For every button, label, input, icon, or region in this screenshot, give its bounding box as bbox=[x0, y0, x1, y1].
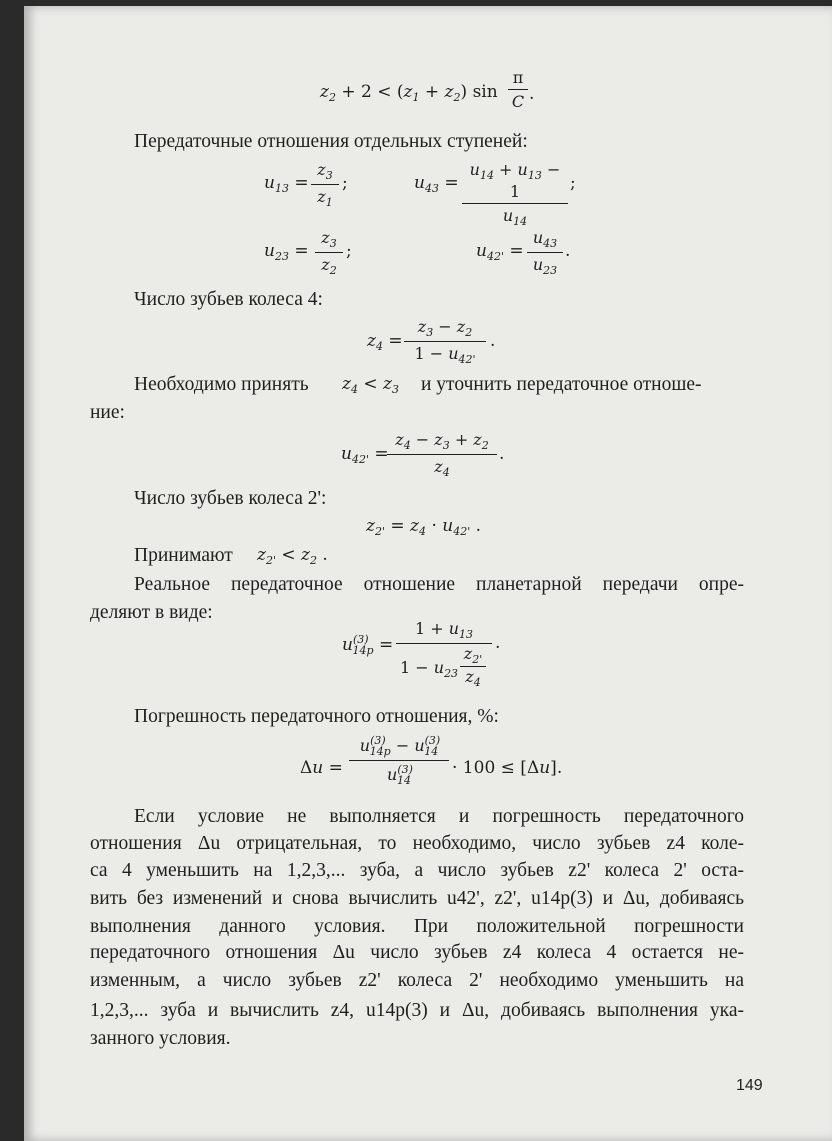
paragraph-real-ratio-a: Реальное передаточное отношение планетарной передачи опре- bbox=[134, 574, 744, 595]
paragraph-final-l3: са 4 уменьшить на 1,2,3,... зуба, а число зубьев z2' колеса 2' оста- bbox=[90, 860, 744, 881]
paragraph-real-ratio-b: деляют в виде: bbox=[90, 602, 213, 623]
formula-z4-lt-z3: $z_4 < z_3$ bbox=[342, 374, 399, 396]
formula-u14p-label: $u^{(3)}_{14p}$ = bbox=[342, 633, 394, 657]
fraction-z4: $z_3 - z_2$ $1 - u_{42'}$ bbox=[404, 317, 486, 366]
paragraph-final-l6: передаточного отношения Δu число зубьев z4 колеса 4 остается не- bbox=[90, 942, 744, 963]
formula-u42-refined-label: $u_{42'}$ = bbox=[341, 444, 389, 466]
paragraph-teeth-wheel4: Число зубьев колеса 4: bbox=[134, 289, 323, 310]
paragraph-stage-ratios: Передаточные отношения отдельных ступеней: bbox=[134, 131, 528, 152]
document-page bbox=[24, 6, 832, 1141]
formula-u43-label: $u_{43}$ = bbox=[414, 173, 459, 195]
separator-semicolon: ; bbox=[570, 173, 576, 193]
formula-dot: . bbox=[529, 84, 535, 104]
formula-z4-label: $z_4$ = bbox=[367, 331, 403, 353]
fraction-z3-z2: $z_3$ $z_2$ bbox=[315, 228, 343, 277]
paragraph-final-l2: отношения Δu отрицательная, то необходимо, число зубьев z4 коле- bbox=[90, 833, 744, 854]
fraction-pi-c: π C bbox=[508, 68, 528, 111]
paragraph-accept-z2: Принимают bbox=[134, 545, 233, 566]
paragraph-accept-a: Необходимо принять bbox=[134, 374, 309, 395]
formula-u23-label: $u_{23}$ = bbox=[264, 241, 309, 263]
separator-semicolon: ; bbox=[346, 241, 352, 261]
paragraph-final-l1: Если условие не выполняется и погрешность передаточного bbox=[134, 806, 744, 827]
paragraph-final-l4: вить без изменений и снова вычислить u42', z2', u14p(3) и Δu, добиваясь bbox=[90, 888, 744, 909]
formula-z2prime-lt-z2: $z_{2'} < z_2$ . bbox=[257, 545, 328, 567]
separator-dot: . bbox=[565, 241, 571, 261]
paragraph-accept-b: и уточнить передаточное отноше- bbox=[421, 374, 702, 395]
formula-z2prime: $z_{2'} = z_4 \cdot u_{42'}$ . bbox=[366, 516, 482, 538]
paragraph-final-l5: выполнения данного условия. При положительной погрешности bbox=[90, 916, 744, 937]
formula-delta-u-label: Δu = bbox=[300, 758, 343, 778]
paragraph-final-l8: 1,2,3,... зуба и вычислить z4, u14p(3) и Δu, добиваясь выполнения ука- bbox=[90, 1000, 744, 1021]
paragraph-final-l9: занного условия. bbox=[90, 1028, 231, 1049]
paragraph-teeth-wheel2: Число зубьев колеса 2': bbox=[134, 488, 327, 509]
fraction-delta-u: $u^{(3)}_{14p} - u^{(3)}_{14}$ $u^{(3)}_{14}$ bbox=[349, 734, 449, 787]
paragraph-final-l7: изменным, а число зубьев z2' колеса 2' необходимо уменьшить на bbox=[90, 970, 744, 991]
paragraph-accept-c: ние: bbox=[90, 402, 125, 423]
separator-dot: . bbox=[499, 444, 505, 464]
fraction-u43-u23: $u_{43}$ $u_{23}$ bbox=[527, 228, 563, 277]
formula-u13-label: $u_{13}$ = bbox=[264, 173, 309, 195]
formula-u42-label: $u_{42'}$ = bbox=[476, 241, 524, 263]
fraction-u43: $u_{14} + u_{13} - 1$ $u_{14}$ bbox=[462, 160, 568, 228]
separator-semicolon: ; bbox=[342, 173, 348, 193]
separator-dot: . bbox=[490, 331, 496, 351]
fraction-z3-z1: $z_3$ $z_1$ bbox=[311, 160, 339, 209]
page-number: 149 bbox=[736, 1077, 763, 1094]
formula-sin-condition: $z_2 + 2 < (z_1 + z_2)$ sin bbox=[320, 82, 498, 104]
fraction-u14p: $1 + u_{13}$ $1 - u_{23}$ $z_{2'}$ $z_4$ bbox=[396, 619, 492, 694]
separator-dot: . bbox=[495, 633, 501, 653]
paragraph-error: Погрешность передаточного отношения, %: bbox=[134, 706, 499, 727]
formula-delta-u-tail: · 100 ≤ [Δu]. bbox=[452, 758, 563, 778]
fraction-u42-refined: $z_4 - z_3 + z_2$ $z_4$ bbox=[387, 430, 497, 479]
